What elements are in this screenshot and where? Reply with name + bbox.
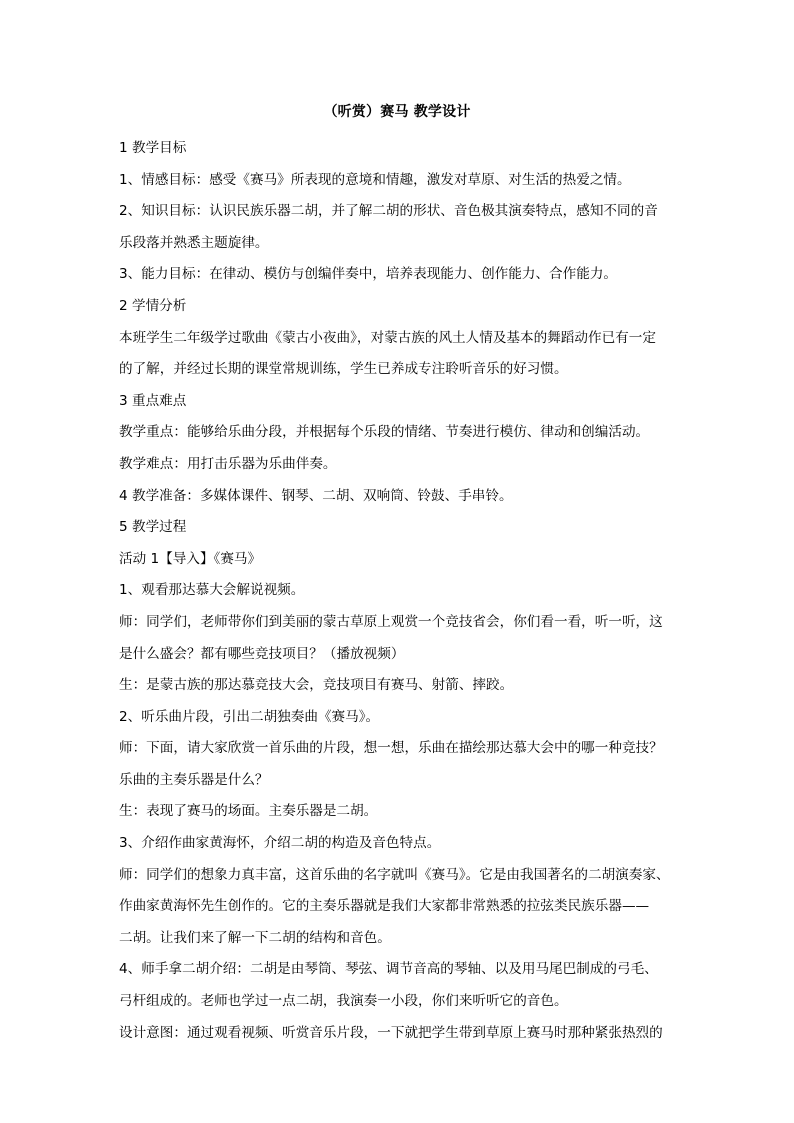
paragraph-line: 设计意图：通过观看视频、听赏音乐片段，一下就把学生带到草原上赛马时那种紧张热烈的 (119, 1024, 663, 1041)
document-body (119, 133, 676, 1049)
paragraph-line: 乐段落并熟悉主题旋律。 (119, 234, 269, 251)
paragraph-line: 3、能力目标：在律动、模仿与创编伴奏中，培养表现能力、创作能力、合作能力。 (119, 266, 618, 283)
paragraph-line: 乐曲的主奏乐器是什么？ (119, 771, 269, 788)
paragraph-line: 二胡。让我们来了解一下二胡的结构和音色。 (119, 929, 391, 946)
paragraph-line: 2、听乐曲片段，引出二胡独奏曲《赛马》。 (119, 708, 380, 725)
paragraph-line: 师：同学们，老师带你们到美丽的蒙古草原上观赏一个竞技省会，你们看一看，听一听，这 (119, 613, 663, 630)
paragraph-line: 是什么盛会？都有哪些竞技项目？（播放视频） (119, 645, 405, 662)
paragraph-line: 1、观看那达慕大会解说视频。 (119, 582, 305, 599)
document-title: （听赏）赛马 教学设计 (323, 104, 471, 120)
paragraph-line: 2、知识目标：认识民族乐器二胡，并了解二胡的形状、音色极其演奏特点，感知不同的音 (119, 203, 658, 220)
paragraph-line: 教学重点：能够给乐曲分段，并根据每个乐段的情绪、节奏进行模仿、律动和创编活动。 (119, 424, 650, 441)
paragraph-line: 教学难点：用打击乐器为乐曲伴奏。 (119, 455, 337, 472)
section-heading-key-points: 3 重点难点 (119, 392, 187, 409)
paragraph-line: 师：下面，请大家欣赏一首乐曲的片段，想一想，乐曲在描绘那达慕大会中的哪一种竞技？ (119, 740, 663, 757)
paragraph-line: 本班学生二年级学过歌曲《蒙古小夜曲》，对蒙古族的风土人情及基本的舞蹈动作已有一定 (119, 329, 656, 346)
paragraph-line: 4、师手拿二胡介绍：二胡是由琴筒、琴弦、调节音高的琴轴、以及用马尾巴制成的弓毛、 (119, 961, 658, 978)
paragraph-line: 师：同学们的想象力真丰富，这首乐曲的名字就叫《赛马》。它是由我国著名的二胡演奏家、 (119, 866, 670, 883)
paragraph-line: 生：是蒙古族的那达慕竞技大会，竞技项目有赛马、射箭、摔跤。 (119, 677, 514, 694)
section-heading-process: 5 教学过程 (119, 519, 187, 536)
section-heading-objectives: 1 教学目标 (119, 140, 187, 156)
paragraph-line: 生：表现了赛马的场面。主奏乐器是二胡。 (119, 803, 378, 820)
section-heading-preparation: 4 教学准备：多媒体课件、钢琴、二胡、双响筒、铃鼓、手串铃。 (119, 487, 513, 504)
paragraph-line: 作曲家黄海怀先生创作的。它的主奏乐器就是我们大家都非常熟悉的拉弦类民族乐器—— (119, 898, 650, 915)
paragraph-line: 3、介绍作曲家黄海怀，介绍二胡的构造及音色特点。 (119, 835, 441, 852)
paragraph-line: 弓杆组成的。老师也学过一点二胡，我演奏一小段，你们来听听它的音色。 (119, 993, 568, 1010)
paragraph-line: 的了解，并经过长期的课堂常规训练，学生已养成专注聆听音乐的好习惯。 (119, 361, 568, 378)
activity-heading: 活动 1【导入】《赛马》 (119, 550, 262, 567)
paragraph-line: 1、情感目标：感受《赛马》所表现的意境和情趣，激发对草原、对生活的热爱之情。 (119, 171, 631, 188)
section-heading-analysis: 2 学情分析 (119, 297, 187, 314)
